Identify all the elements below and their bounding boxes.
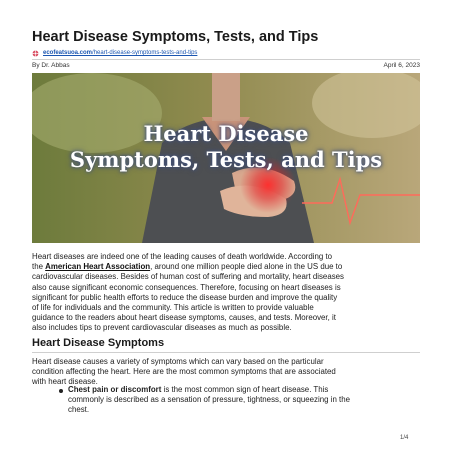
paragraph-line: guidance to the readers about heart disease symptoms, causes, and tests. Moreover, it: [32, 313, 336, 323]
bullet-icon: [59, 389, 63, 393]
article-title: Heart Disease Symptoms, Tests, and Tips: [32, 29, 319, 45]
paragraph-line: significant for public health efforts to reduce the disease burden and improve the quality: [32, 292, 338, 302]
paragraph-line: condition affecting the heart. Here are the most common symptoms that are associated: [32, 367, 336, 377]
publish-date: April 6, 2023: [383, 62, 420, 69]
american-heart-association-link[interactable]: American Heart Association: [45, 262, 151, 272]
paragraph-line: of life for individuals and the community. This article is written to provide valuable: [32, 303, 314, 313]
paragraph-line: also cause significant economic consequences. Therefore, focusing on heart diseases is: [32, 282, 341, 292]
bullet-line: [68, 385, 428, 395]
bullet-line: chest.: [68, 405, 90, 415]
hero-title-line-2: Symptoms, Tests, and Tips: [69, 147, 383, 172]
paragraph-line: with heart disease.: [32, 377, 98, 387]
url-path-link[interactable]: /heart-disease-symptoms-tests-and-tips: [92, 50, 198, 56]
line-text: is the most common sign of heart disease. This: [161, 385, 329, 394]
author-name: By Dr. Abbas: [32, 62, 70, 69]
article-meta: [32, 62, 420, 69]
line-text: the: [32, 262, 46, 272]
section-divider: [32, 352, 420, 353]
section-paragraph: [32, 357, 424, 388]
paragraph-line: [32, 262, 424, 272]
bullet-item: [68, 385, 428, 416]
bullet-line: commonly is described as a sensation of pressure, tightness, or squeezing in the: [68, 395, 351, 405]
header-divider: [32, 59, 420, 60]
hero-title-line-1: Heart Disease: [143, 121, 309, 146]
paragraph-line: also includes tips to prevent cardiovascular diseases as much as possible.: [32, 323, 292, 333]
line-text: , around one million people died alone in the US due to: [150, 262, 343, 272]
bullet-term: Chest pain or discomfort: [68, 385, 162, 394]
paragraph-line: Heart disease causes a variety of symptoms which can vary based on the particular: [32, 357, 324, 366]
url-domain-link[interactable]: ecofeatsuoa.com: [43, 50, 93, 56]
page-number: 1/4: [400, 435, 409, 441]
paragraph-line: Heart diseases are indeed one of the leading causes of death worldwide. According to: [32, 252, 333, 261]
site-favicon-icon: [32, 50, 39, 57]
paragraph-line: cardiovascular diseases. Besides of human cost of suffering and mortality, heart diseases: [32, 272, 344, 282]
intro-paragraph: [32, 252, 424, 334]
section-heading: Heart Disease Symptoms: [32, 337, 165, 349]
source-url[interactable]: [32, 48, 197, 58]
hero-image: [32, 73, 420, 243]
